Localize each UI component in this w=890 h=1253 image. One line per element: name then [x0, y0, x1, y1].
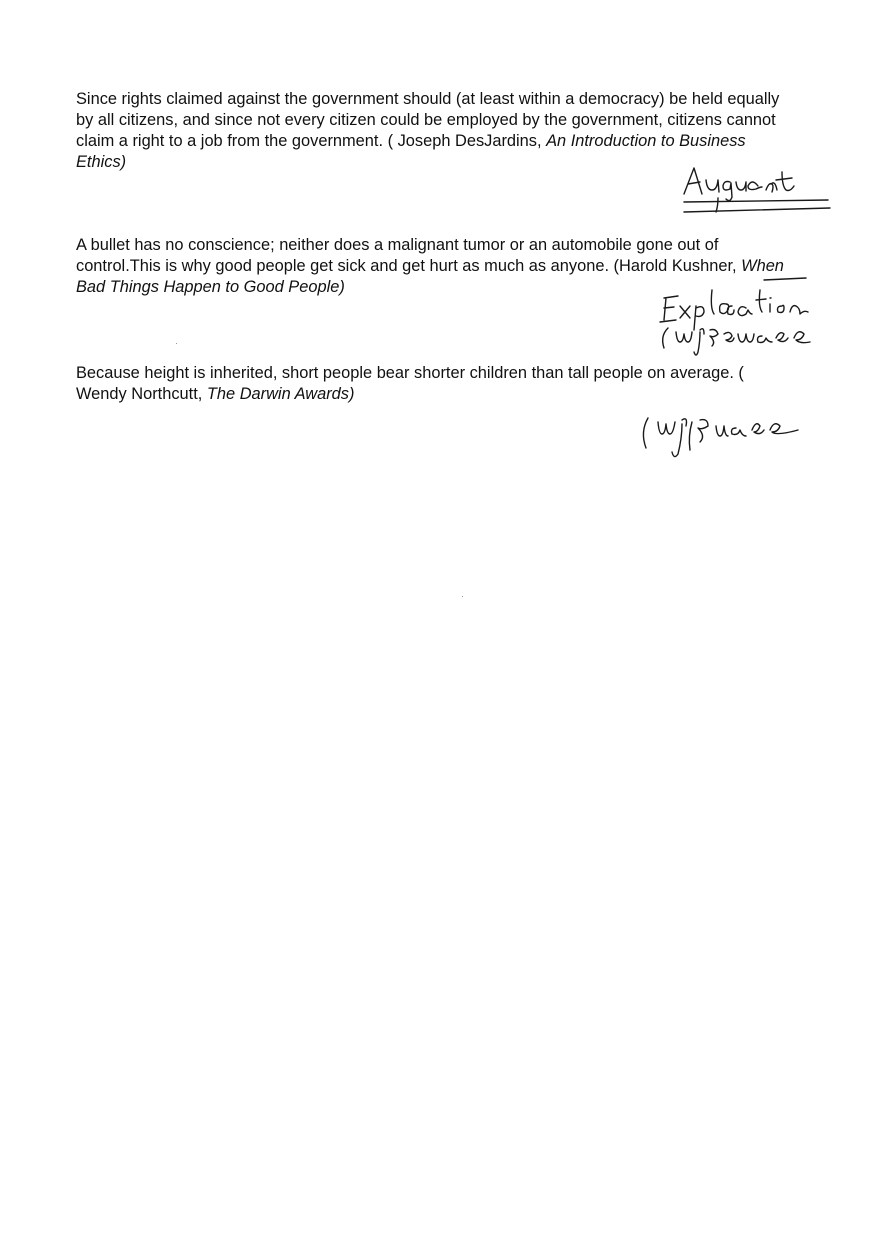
passage-text: Because height is inherited, short people bear shorter children than tall people on average. ( Wendy Northcutt, — [76, 364, 744, 403]
handwritten-note-explanation-2 — [636, 410, 816, 462]
passage-source: The Darwin Awards) — [206, 385, 355, 403]
passage-northcutt — [76, 363, 796, 405]
passage-source: When Bad Things Happen to Good People) — [76, 257, 784, 296]
scan-speck — [462, 596, 463, 597]
passage-text: Since rights claimed against the government should (at least within a democracy) be held equally by all citizens, and since not every citizen could be employed by the government, citizens cannot claim a right to a job from the government. ( Joseph DesJardins, — [76, 90, 780, 150]
passage-source: An Introduction to Business Ethics) — [76, 132, 746, 171]
passage-text: A bullet has no conscience; neither does a malignant tumor or an automobile gone out of control.This is why good people get sick and get hurt as much as anyone. (Harold Kushner, — [76, 236, 742, 275]
handwritten-note-argument — [678, 160, 838, 220]
scan-speck — [176, 343, 177, 344]
handwritten-note-explanation — [656, 276, 831, 366]
